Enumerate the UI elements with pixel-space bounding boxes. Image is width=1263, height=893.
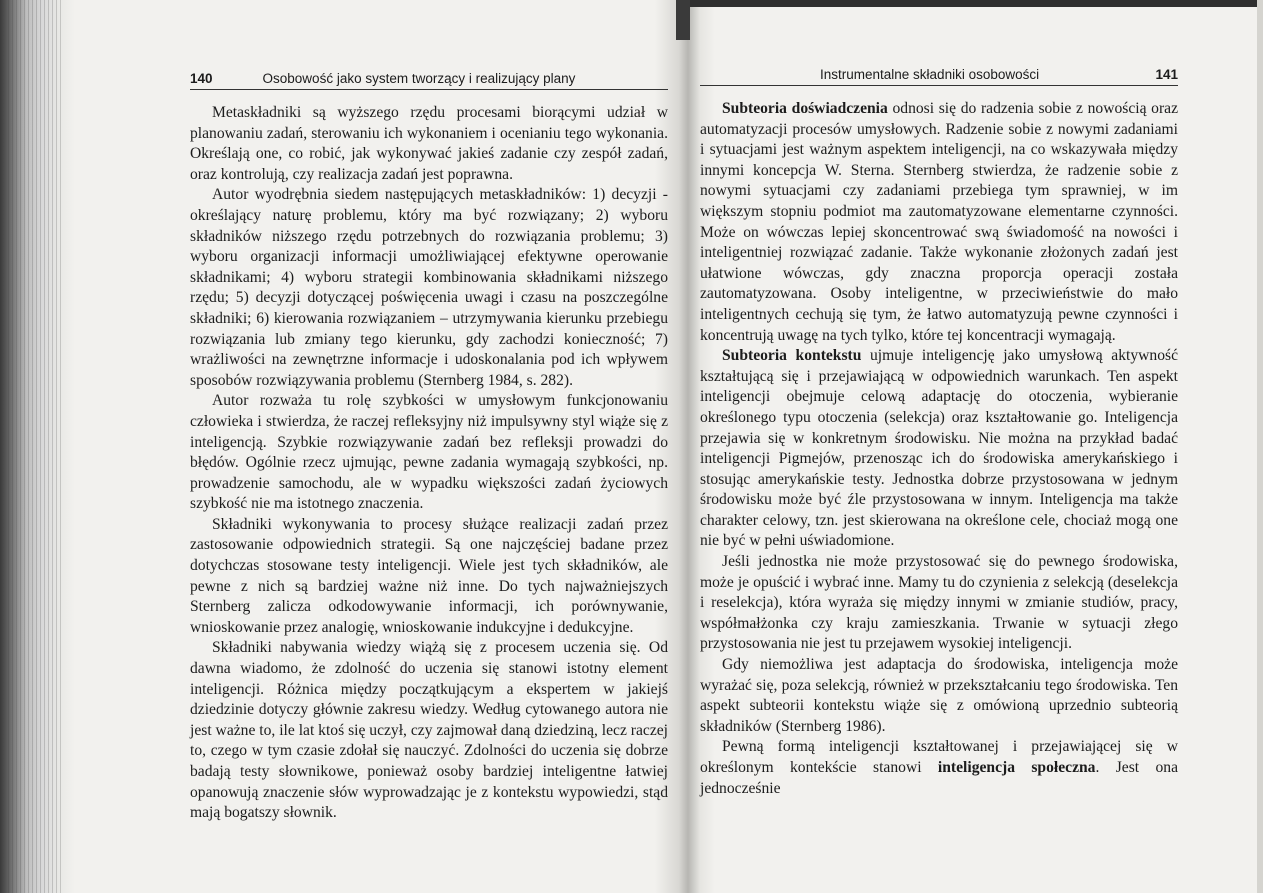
left-running-title: Osobowość jako system tworzący i realizujący plany (262, 71, 576, 86)
right-paragraph-1 (700, 99, 1178, 346)
right-running-title: Instrumentalne składniki osobowości (820, 67, 1040, 82)
term-inteligencja-spoleczna: inteligencja społeczna (937, 759, 1096, 776)
right-paragraph-3: Jeśli jednostka nie może przystosować się do pewnego środowiska, może je opuścić i wybrać inne. Mamy tu do czynienia z selekcją (deselekcja i reselekcja), która wyraża się między innymi w zmianie studiów, pracy, współmałżonka czy kraju zamieszkania. Trwanie w sytuacji złego przystosowania nie jest tu przejawem wysokiej inteligencji. (700, 553, 1178, 653)
right-page-header (700, 60, 1178, 86)
gutter-shadow (676, 0, 690, 40)
term-subteoria-kontekstu: Subteoria kontekstu (722, 347, 862, 365)
left-page (190, 64, 668, 824)
left-paragraph-2: Autor wyodrębnia siedem następujących metaskładników: 1) decyzji - określający naturę problemu, który ma być rozwiązany; 2) wyboru składników niższego rzędu potrzebnych do rozwiązania problemu; 3) wyboru organizacji informacji umożliwiającej efektywne operowanie składnikami; 4) wyboru strategii kombinowania składnikami niższego rzędu; 5) decyzji dotyczącej poświęcenia uwagi i czasu na poszczególne składniki; 6) kierowania rozwiązaniem – utrzymywania kierunku przebiegu rozwiązania lub zmiany tego kierunku, gdy zachodzi konieczność; 7) wrażliwości na zewnętrzne informacje i udoskonalania pod ich wpływem sposobów rozwiązywania problemu (Sternberg 1984, s. 282). (190, 186, 668, 389)
left-paragraph-4: Składniki wykonywania to procesy służące realizacji zadań przez zastosowanie odpowiednich strategii. Są one najczęściej badane przez dotychczas stosowane testy inteligencji. Wiele jest tych składników, ale pewne z nich są bardziej ważne niż inne. Do tych najważniejszych Sternberg zalicza odkodowywanie informacji, ich porównywanie, wnioskowanie przez analogię, wnioskowanie indukcyjne i dedukcyjne. (190, 515, 668, 636)
page-stack-lines (8, 0, 63, 893)
right-page (700, 60, 1178, 799)
right-paragraph-2-text: ujmuje inteligencję jako umysłową aktywność kształtującą się i przejawiającą w odpowiednich warunkach. Ten aspekt inteligencji obejmuje celową adaptację do otoczenia, wybieranie określonego typu otoczenia (selekcja) oraz kształtowanie go. Inteligencja przejawia się w konkretnym środowisku. Nie można na przykład badać inteligencji Pigmejów, przenosząc ich do środowiska amerykańskiego i stosując amerykańskie testy. Jednostka dobrze przystosowana w jednym środowisku może być źle przystosowana w innym. Inteligencja ma także charakter celowy, tzn. jest skierowana na określone cele, chociaż mogą one nie być w pełni uświadomione. (700, 347, 1178, 550)
top-shadow-strip (690, 0, 1263, 7)
right-page-number: 141 (1155, 67, 1178, 82)
right-paragraph-2 (700, 346, 1178, 552)
left-page-header (190, 64, 668, 90)
left-paragraph-3: Autor rozważa tu rolę szybkości w umysłowym funkcjonowaniu człowieka i stwierdza, że raczej refleksyjny niż impulsywny styl wiąże się z inteligencją. Szybkie rozwiązywanie zadań bez refleksji prowadzi do błędów. Ogólnie rzecz ujmując, pewne zadania wymagają szybkości, np. prowadzenie samochodu, ale w wypadku większości zadań życiowych szybkość nie ma istotnego znaczenia. (190, 392, 668, 513)
right-paragraph-5-end: . Jest ona jednocześnie (700, 759, 1178, 797)
left-page-number: 140 (190, 71, 213, 86)
right-paragraph-5 (700, 737, 1178, 799)
right-page-body (700, 99, 1178, 799)
right-paragraph-5-start: Pewną formą inteligencji kształtowanej i przejawiającej się w określonym kontekście stanowi (700, 738, 1178, 776)
right-page-edge (1257, 0, 1263, 893)
term-subteoria-doswiadczenia: Subteoria doświadczenia (722, 100, 888, 117)
left-paragraph-1: Metaskładniki są wyższego rzędu procesami biorącymi udział w planowaniu zadań, sterowaniu ich wykonaniem i ocenianiu tego wykonania. Określają one, co robić, jak wykonywać jakieś zadanie czy zespół zadań, oraz kontrolują, czy realizacja zadań jest poprawna. (190, 104, 668, 183)
right-paragraph-4: Gdy niemożliwa jest adaptacja do środowiska, inteligencja może wyrażać się, poza selekcją, również w przekształcaniu tego środowiska. Ten aspekt subteorii kontekstu wiąże się z omówioną uprzednio subteorią składników (Sternberg 1986). (700, 656, 1178, 735)
right-paragraph-1-text: odnosi się do radzenia sobie z nowością oraz automatyzacji procesów umysłowych. Radzenie sobie z nowymi zadaniami i sytuacjami jest ważnym aspektem inteligencji, na co wskazywała między innymi koncepcja W. Sterna. Sternberg stwierdza, że radzenie sobie z nowymi sytuacjami czy zadaniami przebiega tym sprawniej, w im większym stopniu podmiot ma zautomatyzowane elementarne czynności. Może on wówczas lepiej skoncentrować swą świadomość na nowości i inteligentniej rozwiązać zadanie. Także wykonanie złożonych zadań jest ułatwione wówczas, gdy znaczna proporcja operacji została zautomatyzowana. Osoby inteligentne, w przeciwieństwie do mało inteligentnych cechują się tym, że łatwo automatyzują pewne czynności i koncentrują uwagę na tych tylko, które tej koncentracji wymagają. (700, 100, 1178, 344)
left-paragraph-5: Składniki nabywania wiedzy wiążą się z procesem uczenia się. Od dawna wiadomo, że zdolność do uczenia się stanowi istotny element inteligencji. Różnica między początkującym a ekspertem w jakiejś dziedzinie dotyczy głównie zakresu wiedzy. Według cytowanego autora nie jest ważne to, ile lat ktoś się uczył, czy zajmował daną dziedziną, lecz raczej to, czego w tym czasie zdołał się nauczyć. Zdolności do uczenia się dobrze badają testy słownikowe, ponieważ osoby bardziej inteligentne łatwiej opanowują znaczenie słów wyprowadzając je z kontekstu wypowiedzi, stąd mają bogatszy słownik. (190, 639, 668, 822)
left-page-body (190, 103, 668, 824)
